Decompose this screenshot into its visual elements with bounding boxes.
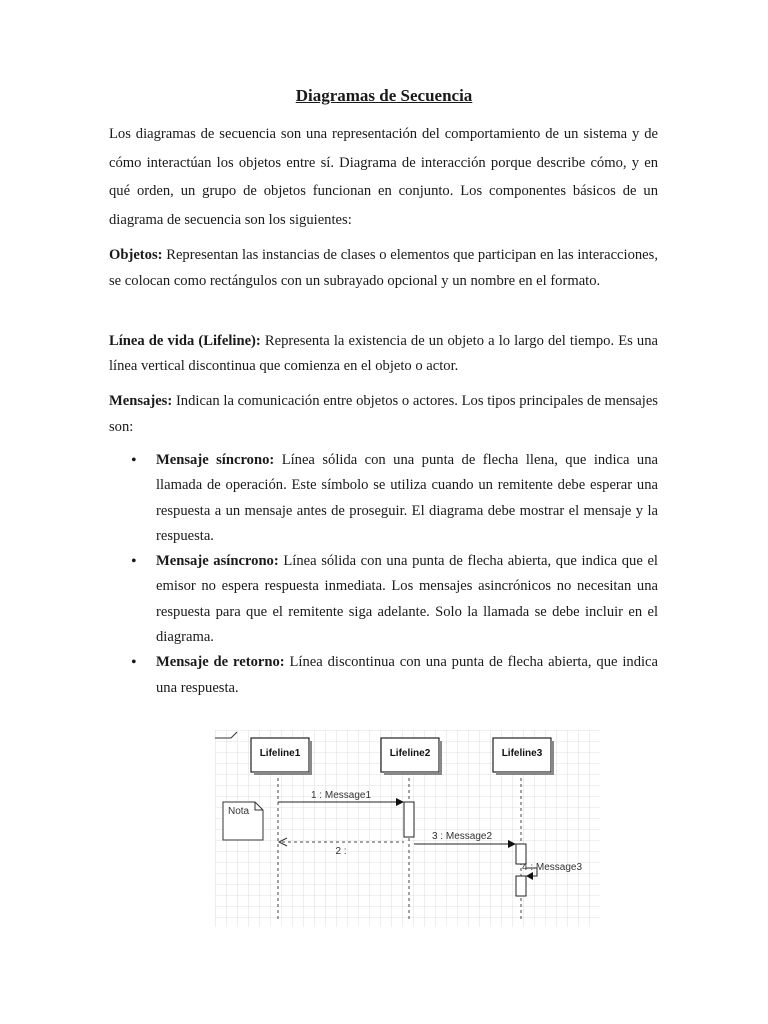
list-item-retorno [109, 650, 658, 701]
list-item-sincrono [109, 448, 658, 549]
lifeline-paragraph [109, 329, 658, 379]
objetos-text: Representan las instancias de clases o elementos que participan en las interacciones, se colocan como rectángulos con un subrayado opcional y un nombre en el formato. [109, 247, 658, 289]
list-item-text: Línea sólida con una punta de flecha abierta, que indica que el emisor no espera respuesta inmediata. Los mensajes asincrónicos no necesitan una respuesta para que el remitente siga adelante. Solo la llamada se debe incluir en el diagrama. [156, 553, 658, 646]
mensajes-text: Indican la comunicación entre objetos o actores. Los tipos principales de mensajes son: [109, 393, 658, 435]
list-item-asincrono [109, 549, 658, 650]
note-box [223, 802, 263, 840]
activation-bar-lifeline2 [404, 802, 414, 837]
list-item-term: Mensaje de retorno: [156, 654, 285, 671]
lifeline3-label: Lifeline3 [501, 748, 543, 759]
message3-label: 3 : Message2 [431, 831, 493, 842]
activation-bar-lifeline3-b [516, 876, 526, 896]
list-item-text: Línea discontinua con una punta de flecha abierta, que indica una respuesta. [156, 654, 659, 696]
message-types-list [109, 448, 658, 701]
list-item-text: Línea sólida con una punta de flecha llena, que indica una llamada de operación. Este símbolo se utiliza cuando un remitente debe esperar una respuesta a un mensaje antes de proseguir. El diagrama debe mostrar el mensaje y la respuesta. [156, 452, 658, 544]
message4-label: 4 : Message3 [522, 862, 583, 873]
page-title: Diagramas de Secuencia [295, 86, 473, 105]
objetos-term: Objetos: [109, 247, 163, 263]
sequence-diagram [215, 730, 600, 927]
message1-label: 1 : Message1 [310, 790, 372, 801]
lifeline3-box [493, 738, 554, 775]
lifeline2-label: Lifeline2 [389, 748, 431, 759]
lifeline-term: Línea de vida (Lifeline): [109, 333, 261, 349]
list-item-term: Mensaje asíncrono: [156, 553, 279, 570]
objetos-paragraph [109, 243, 658, 294]
lifeline1-box [251, 738, 312, 775]
lifeline2-box [381, 738, 442, 775]
list-item-term: Mensaje síncrono: [156, 452, 275, 468]
mensajes-term: Mensajes: [109, 393, 173, 409]
intro-paragraph: Los diagramas de secuencia son una representación del comportamiento de un sistema y de cómo interactúan los objetos entre sí. Diagrama de interacción porque describe cómo, y en qué orden, un grupo de objetos funcionan en conjunto. Los componentes básicos de un diagrama de secuencia son los siguientes: [109, 126, 658, 228]
sequence-diagram-svg [215, 730, 600, 927]
message2-label: 2 : [335, 846, 347, 857]
note-label: Nota [228, 806, 250, 817]
lifeline1-label: Lifeline1 [259, 748, 301, 759]
mensajes-paragraph [109, 389, 658, 440]
lifeline-text: Representa la existencia de un objeto a lo largo del tiempo. Es una línea vertical discontinua que comienza en el objeto o actor. [109, 333, 658, 374]
activation-bar-lifeline3-a [516, 844, 526, 864]
